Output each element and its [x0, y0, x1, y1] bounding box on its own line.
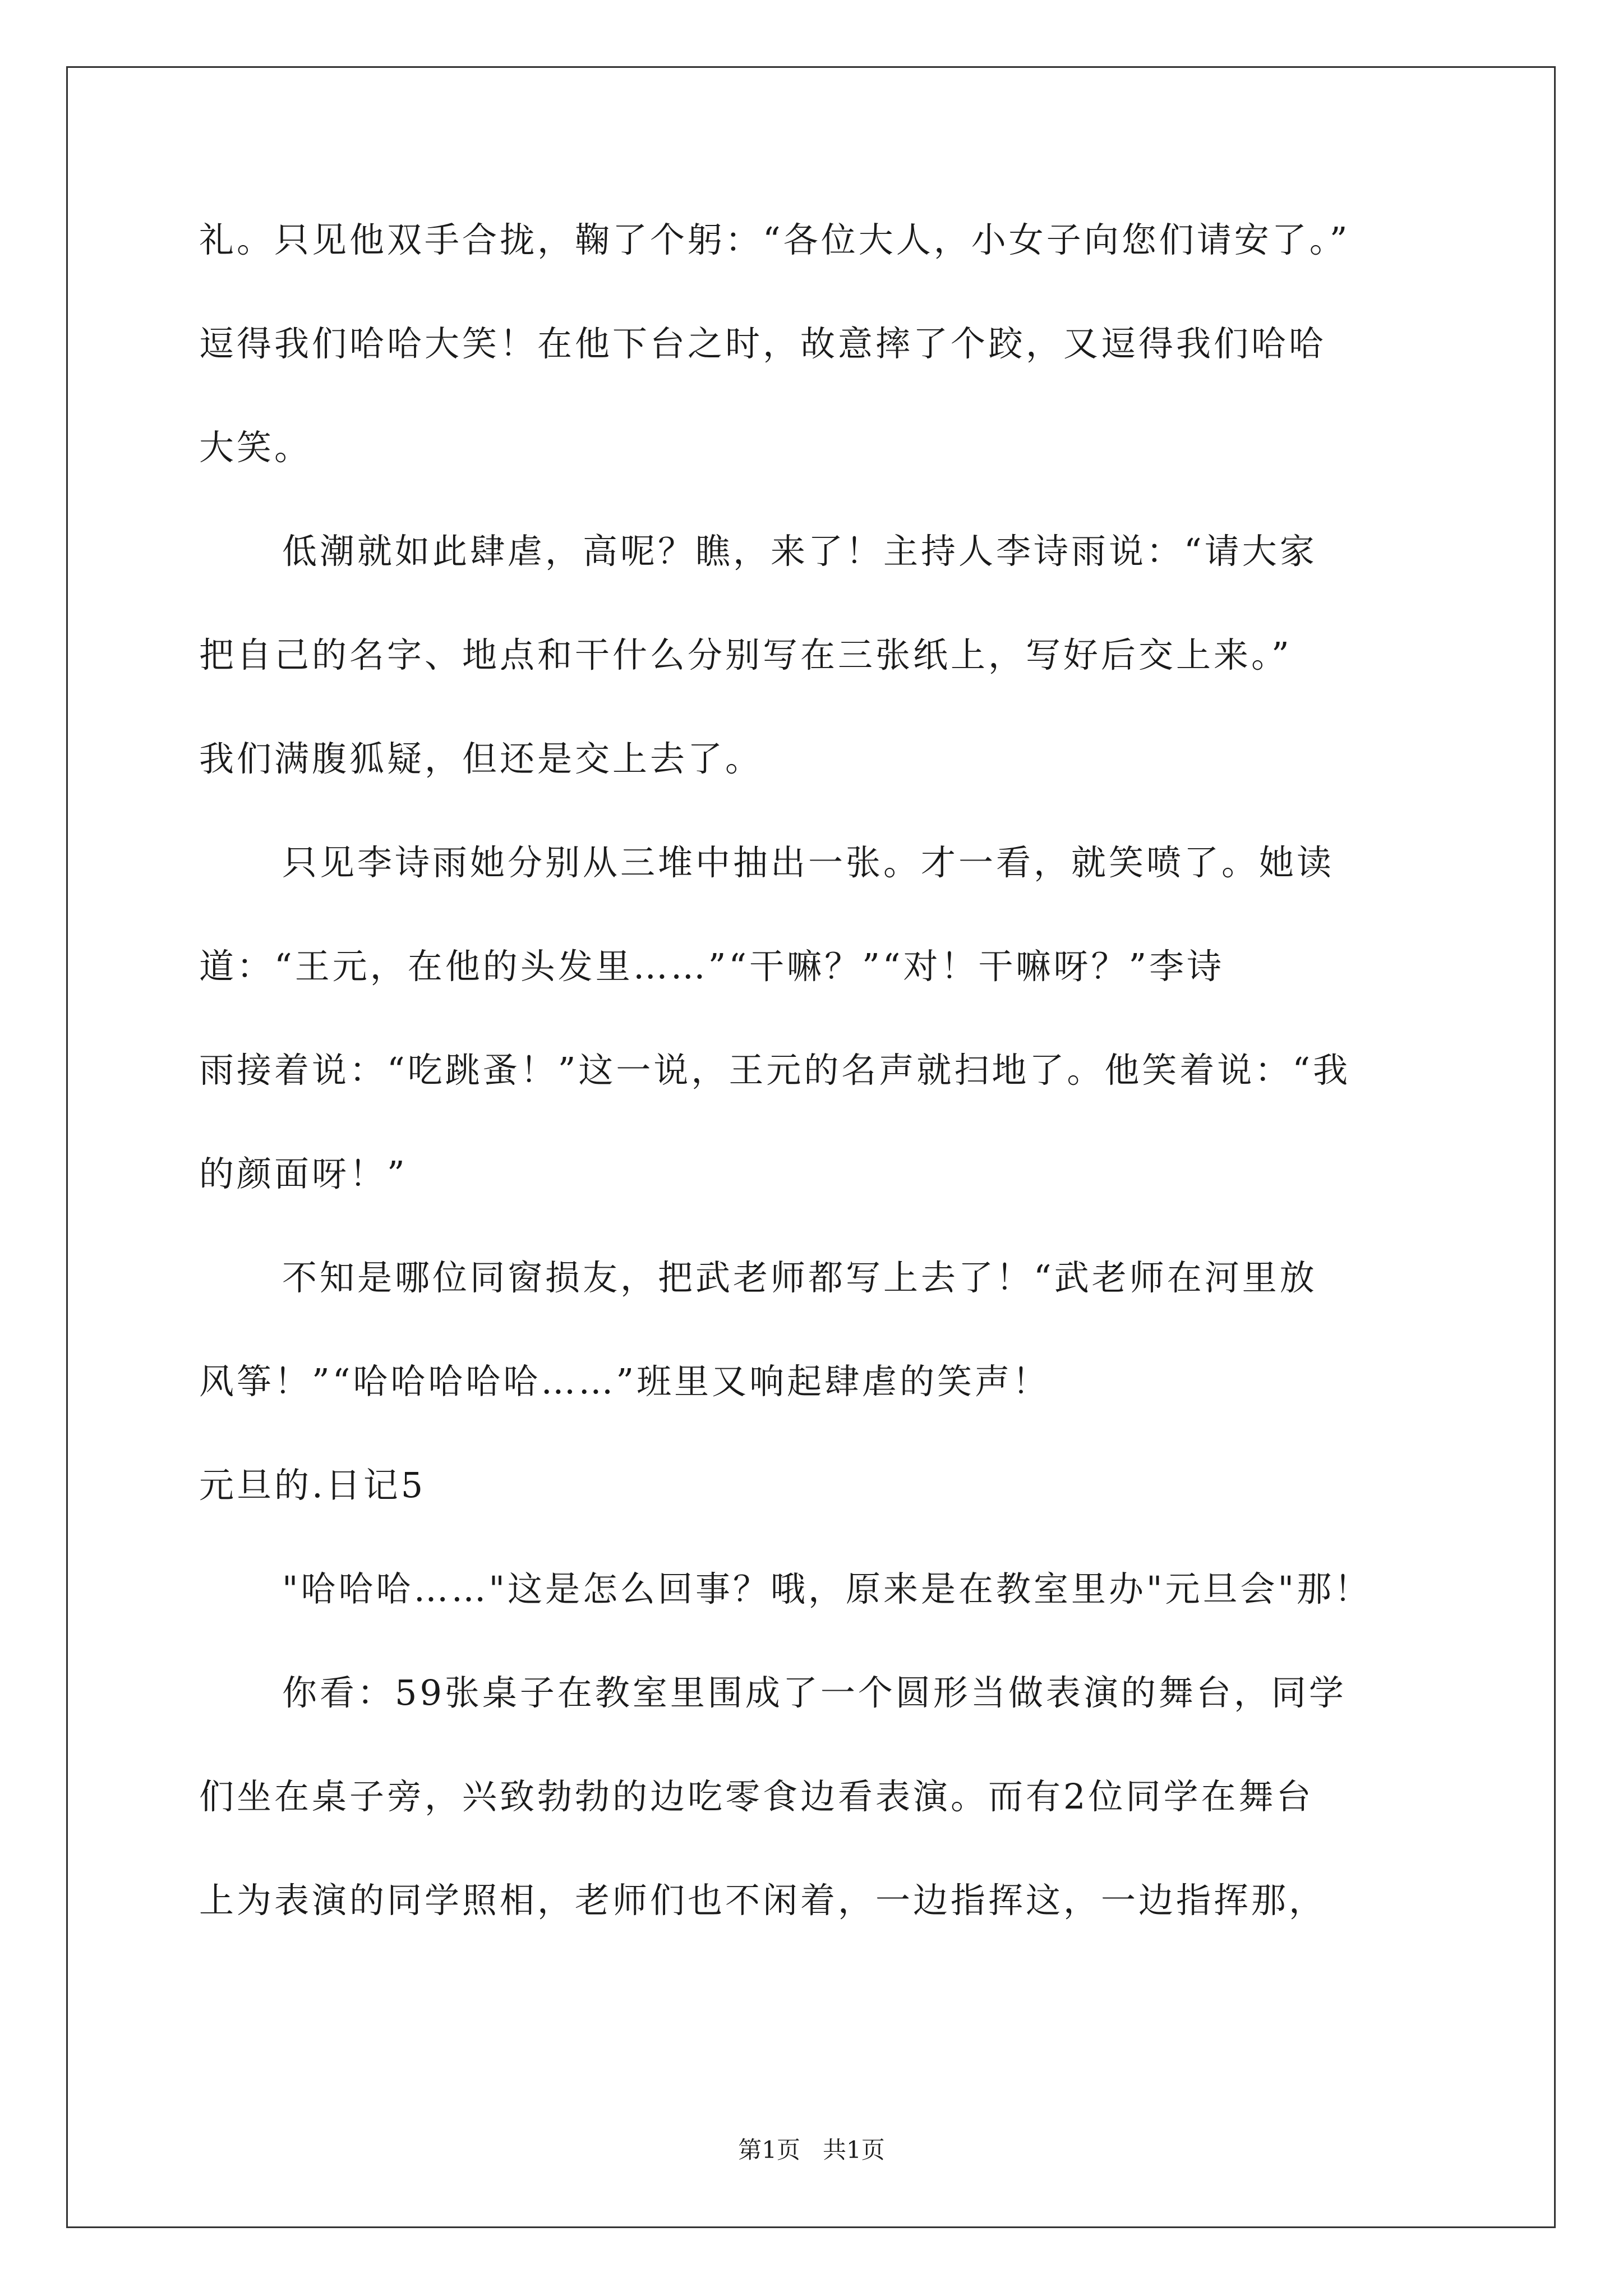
page-footer: 第1页 共1页: [738, 2136, 885, 2164]
text-line: 礼。只见他双手合拢，鞠了个躬：“各位大人，小女子向您们请安了。”: [199, 219, 1350, 260]
text-line: 逗得我们哈哈大笑！在他下台之时，故意摔了个跤，又逗得我们哈哈: [199, 323, 1327, 364]
text-line: 不知是哪位同窗损友，把武老师都写上去了！“武老师在河里放: [282, 1257, 1317, 1298]
text-line: 道：“王元，在他的头发里……”“干嘛？”“对！干嘛呀？”李诗: [199, 946, 1225, 987]
text-line: 低潮就如此肆虐，高呢？瞧，来了！主持人李诗雨说：“请大家: [282, 531, 1317, 572]
text-line: 上为表演的同学照相，老师们也不闲着，一边指挥这，一边指挥那，: [199, 1880, 1327, 1921]
text-line: 只见李诗雨她分别从三堆中抽出一张。才一看，就笑喷了。她读: [282, 842, 1335, 883]
document-body: [199, 218, 1438, 1982]
text-line: 风筝！”“哈哈哈哈哈……”班里又响起肆虐的笑声！: [199, 1361, 1050, 1402]
text-line: 的颜面呀！”: [199, 1153, 408, 1194]
text-line: 大笑。: [199, 427, 312, 468]
text-line: 们坐在桌子旁，兴致勃勃的边吃零食边看表演。而有2位同学在舞台: [199, 1776, 1314, 1817]
text-line: "哈哈哈……"这是怎么回事？哦，原来是在教室里办"元旦会"那！: [282, 1568, 1372, 1609]
text-line: 我们满腹狐疑，但还是交上去了。: [199, 738, 763, 779]
text-line: 把自己的名字、地点和干什么分别写在三张纸上，写好后交上来。”: [199, 634, 1292, 675]
section-heading: 元旦的.日记5: [199, 1465, 426, 1506]
text-line: 你看：59张桌子在教室里围成了一个圆形当做表演的舞台，同学: [282, 1672, 1347, 1713]
text-line: 雨接着说：“吃跳蚤！”这一说，王元的名声就扫地了。他笑着说：“我: [199, 1050, 1351, 1091]
